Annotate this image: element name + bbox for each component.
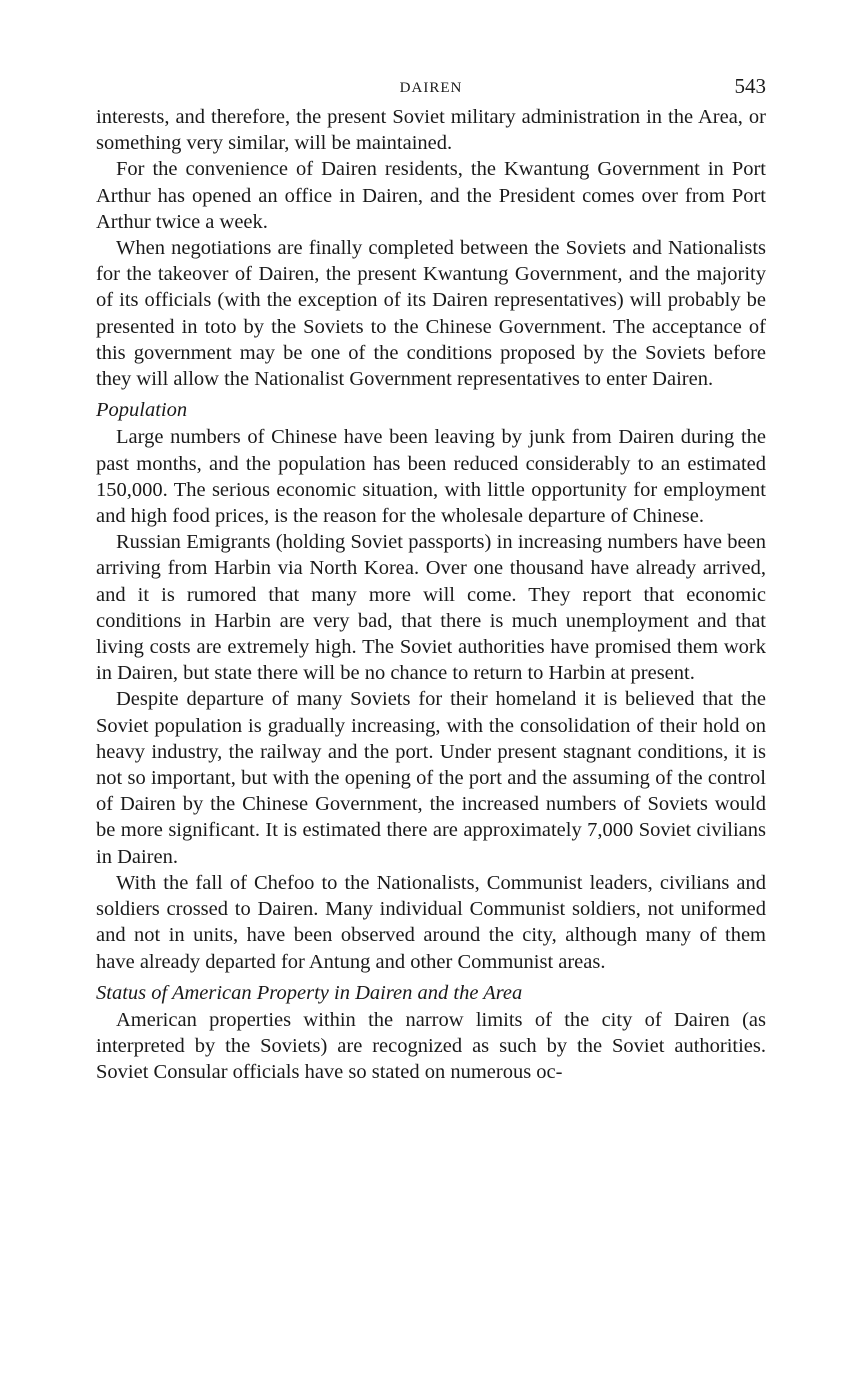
page-number: 543 [734,74,766,98]
paragraph-negotiations: When negotiations are finally completed between the Soviets and Nationalists for the takeover of Dairen, the present Kwantung Government, and the majority of its officials (with the exception of its Dairen representatives) will probably be presented in toto by the Soviets to the Chinese Government. The acceptance of this government may be one of the conditions proposed by the Soviets before they will allow the Nationalist Government representatives to enter Dairen. [96,237,766,391]
running-header [96,70,766,104]
paragraph-russian-emigrants: Russian Emigrants (holding Soviet passports) in increasing numbers have been arriving from Harbin via North Korea. Over one thousand have already arrived, and it is rumored that many more will come. They report that economic conditions in Harbin are very bad, that there is much unemployment and that living costs are extremely high. The Soviet authorities have promised them work in Dairen, but state there will be no chance to return to Harbin at present. [96,531,766,685]
paragraph-american-properties: American properties within the narrow limits of the city of Dairen (as interpreted by the Soviets) are recognized as such by the Soviet authorities. Soviet Consular officials have so stated on numerous oc- [96,1008,766,1084]
paragraph-communist-soldiers: With the fall of Chefoo to the Nationalists, Communist leaders, civilians and soldiers crossed to Dairen. Many individual Communist soldiers, not uniformed and not in units, have been observed around the city, although many of them have already departed for Antung and other Communist areas. [96,871,766,973]
section-heading-american-property: Status of American Property in Dairen and the Area [96,981,523,1004]
paragraph-soviet-population: Despite departure of many Soviets for their homeland it is believed that the Soviet population is gradually increasing, with the consolidation of their hold on heavy industry, the railway and the port. Under present stagnant conditions, it is not so important, but with the opening of the port and the assuming of the control of Dairen by the Chinese Government, the increased numbers of Soviets would be more significant. It is estimated there are approximately 7,000 Soviet civilians in Dairen. [96,688,766,868]
paragraph-continued: interests, and therefore, the present Soviet military administration in the Area, or something very similar, will be maintained. [96,106,766,155]
running-title: DAIREN [399,80,463,96]
paragraph-chinese-departure: Large numbers of Chinese have been leaving by junk from Dairen during the past months, and the population has been reduced considerably to an estimated 150,000. The serious economic situation, with little opportunity for employment and high food prices, is the reason for the wholesale departure of Chinese. [96,426,766,528]
paragraph-kwantung-office: For the convenience of Dairen residents, the Kwantung Government in Port Arthur has opened an office in Dairen, and the President comes over from Port Arthur twice a week. [96,158,766,233]
document-page [96,70,766,1086]
section-heading-population: Population [96,399,188,422]
